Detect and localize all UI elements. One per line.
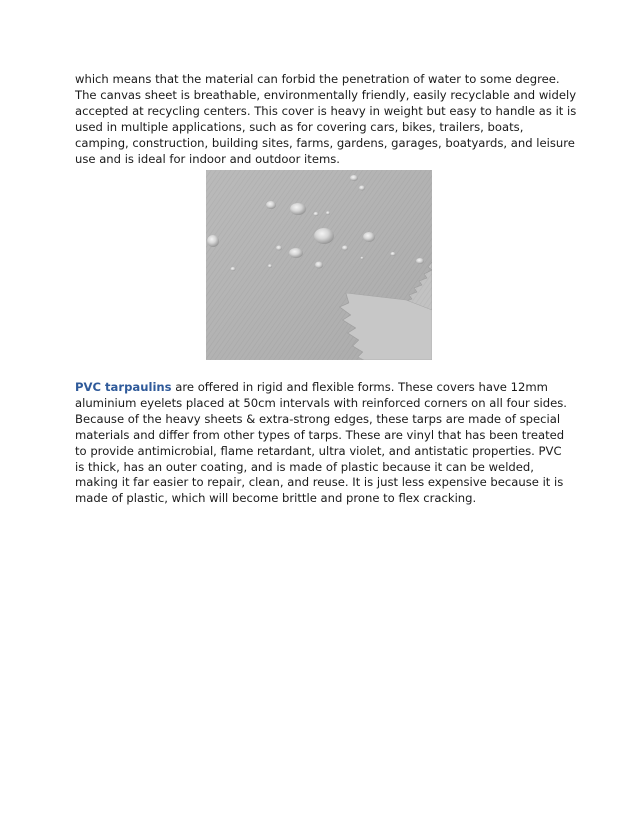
text-line: used in multiple applications, such as for covering cars, bikes, trailers, boats, xyxy=(75,119,524,134)
canvas-fabric-photo xyxy=(206,170,432,360)
text-line: making it far easier to repair, clean, and reuse. It is just less expensive because it is xyxy=(75,475,564,490)
text-line: which means that the material can forbid the penetration of water to some degree. xyxy=(75,72,560,86)
text-line: camping, construction, building sites, farms, gardens, garages, boatyards, and leisure xyxy=(75,135,575,150)
text-line: aluminium eyelets placed at 50cm intervals with reinforced corners on all four sides. xyxy=(75,395,567,410)
pvc-tarpaulins-term: PVC tarpaulins xyxy=(75,380,172,394)
text-line: materials and differ from other types of tarps. These are vinyl that has been treated xyxy=(75,427,565,442)
canvas-fabric-illustration xyxy=(206,170,432,360)
paragraph-pvc-tarpaulins xyxy=(75,380,575,507)
text-line: made of plastic, which will become brittle and prone to flex cracking. xyxy=(75,491,477,506)
paragraph-canvas-description xyxy=(75,72,575,167)
text-line-first xyxy=(75,380,575,396)
text-line: is thick, has an outer coating, and is made of plastic because it can be welded, xyxy=(75,459,534,474)
text-line: The canvas sheet is breathable, environmentally friendly, easily recyclable and widely xyxy=(75,87,577,102)
text-fragment: are offered in rigid and flexible forms. These covers have 12mm xyxy=(171,380,548,394)
text-line: use and is ideal for indoor and outdoor items. xyxy=(75,151,340,166)
text-line: Because of the heavy sheets & extra-strong edges, these tarps are made of special xyxy=(75,411,561,426)
text-line: accepted at recycling centers. This cover is heavy in weight but easy to handle as it is xyxy=(75,103,577,118)
text-line: to provide antimicrobial, flame retardant, ultra violet, and antistatic properties. PVC xyxy=(75,443,562,458)
